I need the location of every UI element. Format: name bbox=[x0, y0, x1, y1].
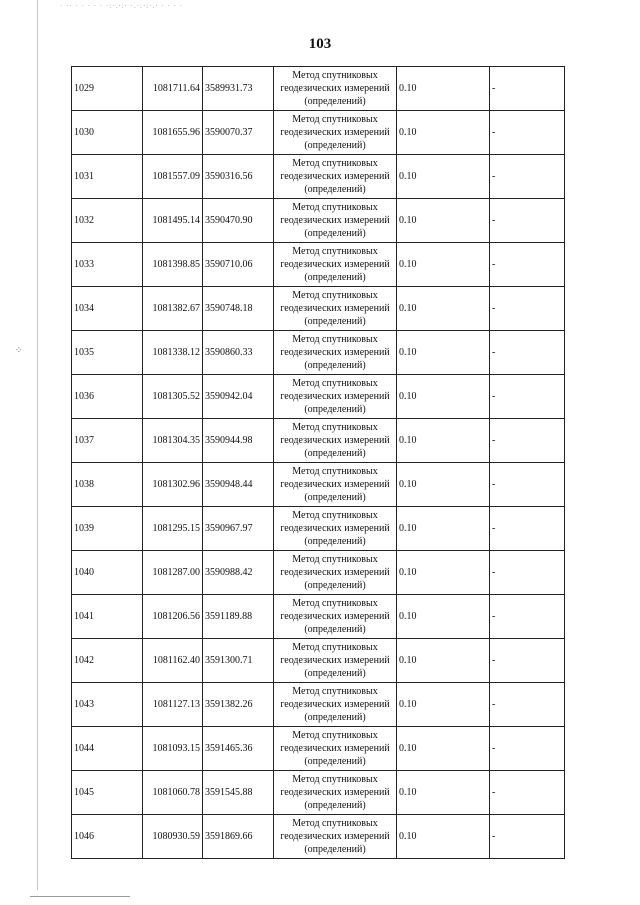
point-number-cell: 1041 bbox=[72, 595, 143, 639]
x-coordinate-cell: 1081655.96 bbox=[143, 111, 203, 155]
x-coordinate-cell: 1081302.96 bbox=[143, 463, 203, 507]
table-row bbox=[72, 111, 565, 155]
y-coordinate-cell: 3590748.18 bbox=[203, 287, 274, 331]
x-coordinate-cell: 1081557.09 bbox=[143, 155, 203, 199]
table-row bbox=[72, 595, 565, 639]
method-cell: Метод спутниковых геодезических измерений (определений) bbox=[274, 815, 397, 859]
description-cell: - bbox=[490, 287, 565, 331]
description-cell: - bbox=[490, 815, 565, 859]
accuracy-cell: 0.10 bbox=[397, 111, 490, 155]
accuracy-cell: 0.10 bbox=[397, 155, 490, 199]
description-cell: - bbox=[490, 551, 565, 595]
method-cell: Метод спутниковых геодезических измерений (определений) bbox=[274, 595, 397, 639]
point-number-cell: 1033 bbox=[72, 243, 143, 287]
method-cell: Метод спутниковых геодезических измерений (определений) bbox=[274, 111, 397, 155]
table-row bbox=[72, 155, 565, 199]
method-cell: Метод спутниковых геодезических измерений (определений) bbox=[274, 287, 397, 331]
point-number-cell: 1037 bbox=[72, 419, 143, 463]
x-coordinate-cell: 1081093.15 bbox=[143, 727, 203, 771]
method-cell: Метод спутниковых геодезических измерений (определений) bbox=[274, 243, 397, 287]
method-cell: Метод спутниковых геодезических измерений (определений) bbox=[274, 419, 397, 463]
description-cell: - bbox=[490, 67, 565, 111]
y-coordinate-cell: 3590710.06 bbox=[203, 243, 274, 287]
accuracy-cell: 0.10 bbox=[397, 507, 490, 551]
description-cell: - bbox=[490, 507, 565, 551]
point-number-cell: 1036 bbox=[72, 375, 143, 419]
point-number-cell: 1029 bbox=[72, 67, 143, 111]
point-number-cell: 1034 bbox=[72, 287, 143, 331]
table-row bbox=[72, 331, 565, 375]
description-cell: - bbox=[490, 727, 565, 771]
description-cell: - bbox=[490, 595, 565, 639]
point-number-cell: 1045 bbox=[72, 771, 143, 815]
y-coordinate-cell: 3590316.56 bbox=[203, 155, 274, 199]
description-cell: - bbox=[490, 111, 565, 155]
point-number-cell: 1046 bbox=[72, 815, 143, 859]
x-coordinate-cell: 1081338.12 bbox=[143, 331, 203, 375]
y-coordinate-cell: 3590967.97 bbox=[203, 507, 274, 551]
table-row bbox=[72, 727, 565, 771]
x-coordinate-cell: 1081060.78 bbox=[143, 771, 203, 815]
description-cell: - bbox=[490, 683, 565, 727]
x-coordinate-cell: 1081304.35 bbox=[143, 419, 203, 463]
x-coordinate-cell: 1081305.52 bbox=[143, 375, 203, 419]
method-cell: Метод спутниковых геодезических измерений (определений) bbox=[274, 639, 397, 683]
table-row bbox=[72, 419, 565, 463]
accuracy-cell: 0.10 bbox=[397, 331, 490, 375]
scan-margin-line bbox=[37, 0, 38, 890]
point-number-cell: 1039 bbox=[72, 507, 143, 551]
scan-artifact-mark: ⁘ bbox=[15, 345, 23, 355]
point-number-cell: 1040 bbox=[72, 551, 143, 595]
coordinates-table-body bbox=[72, 67, 565, 859]
description-cell: - bbox=[490, 375, 565, 419]
accuracy-cell: 0.10 bbox=[397, 771, 490, 815]
description-cell: - bbox=[490, 419, 565, 463]
x-coordinate-cell: 1081398.85 bbox=[143, 243, 203, 287]
y-coordinate-cell: 3590944.98 bbox=[203, 419, 274, 463]
table-row bbox=[72, 67, 565, 111]
table-row bbox=[72, 199, 565, 243]
method-cell: Метод спутниковых геодезических измерений (определений) bbox=[274, 683, 397, 727]
y-coordinate-cell: 3589931.73 bbox=[203, 67, 274, 111]
y-coordinate-cell: 3590470.90 bbox=[203, 199, 274, 243]
point-number-cell: 1044 bbox=[72, 727, 143, 771]
y-coordinate-cell: 3591465.36 bbox=[203, 727, 274, 771]
scan-bottom-line bbox=[30, 896, 130, 897]
y-coordinate-cell: 3591545.88 bbox=[203, 771, 274, 815]
table-row bbox=[72, 771, 565, 815]
table-row bbox=[72, 639, 565, 683]
point-number-cell: 1043 bbox=[72, 683, 143, 727]
y-coordinate-cell: 3591869.66 bbox=[203, 815, 274, 859]
accuracy-cell: 0.10 bbox=[397, 683, 490, 727]
y-coordinate-cell: 3590948.44 bbox=[203, 463, 274, 507]
description-cell: - bbox=[490, 771, 565, 815]
accuracy-cell: 0.10 bbox=[397, 375, 490, 419]
y-coordinate-cell: 3590070.37 bbox=[203, 111, 274, 155]
x-coordinate-cell: 1081127.13 bbox=[143, 683, 203, 727]
scan-artifact-top: · ·· · · · · · ·:·.·:· ·.·:·:·.· · · · · bbox=[60, 2, 183, 10]
table-row bbox=[72, 507, 565, 551]
page-number: 103 bbox=[308, 36, 332, 52]
point-number-cell: 1042 bbox=[72, 639, 143, 683]
method-cell: Метод спутниковых геодезических измерений (определений) bbox=[274, 463, 397, 507]
description-cell: - bbox=[490, 331, 565, 375]
point-number-cell: 1032 bbox=[72, 199, 143, 243]
method-cell: Метод спутниковых геодезических измерений (определений) bbox=[274, 771, 397, 815]
accuracy-cell: 0.10 bbox=[397, 243, 490, 287]
method-cell: Метод спутниковых геодезических измерений (определений) bbox=[274, 67, 397, 111]
y-coordinate-cell: 3591382.26 bbox=[203, 683, 274, 727]
description-cell: - bbox=[490, 639, 565, 683]
x-coordinate-cell: 1081206.56 bbox=[143, 595, 203, 639]
description-cell: - bbox=[490, 463, 565, 507]
table-row bbox=[72, 463, 565, 507]
y-coordinate-cell: 3590988.42 bbox=[203, 551, 274, 595]
table-row bbox=[72, 287, 565, 331]
x-coordinate-cell: 1081295.15 bbox=[143, 507, 203, 551]
description-cell: - bbox=[490, 155, 565, 199]
accuracy-cell: 0.10 bbox=[397, 727, 490, 771]
method-cell: Метод спутниковых геодезических измерений (определений) bbox=[274, 375, 397, 419]
coordinates-table bbox=[71, 66, 565, 859]
y-coordinate-cell: 3590860.33 bbox=[203, 331, 274, 375]
accuracy-cell: 0.10 bbox=[397, 815, 490, 859]
method-cell: Метод спутниковых геодезических измерений (определений) bbox=[274, 331, 397, 375]
method-cell: Метод спутниковых геодезических измерений (определений) bbox=[274, 507, 397, 551]
point-number-cell: 1038 bbox=[72, 463, 143, 507]
x-coordinate-cell: 1081711.64 bbox=[143, 67, 203, 111]
point-number-cell: 1035 bbox=[72, 331, 143, 375]
accuracy-cell: 0.10 bbox=[397, 463, 490, 507]
point-number-cell: 1031 bbox=[72, 155, 143, 199]
method-cell: Метод спутниковых геодезических измерений (определений) bbox=[274, 727, 397, 771]
table-row bbox=[72, 815, 565, 859]
accuracy-cell: 0.10 bbox=[397, 419, 490, 463]
accuracy-cell: 0.10 bbox=[397, 199, 490, 243]
x-coordinate-cell: 1081382.67 bbox=[143, 287, 203, 331]
table-row bbox=[72, 375, 565, 419]
method-cell: Метод спутниковых геодезических измерений (определений) bbox=[274, 155, 397, 199]
point-number-cell: 1030 bbox=[72, 111, 143, 155]
x-coordinate-cell: 1081162.40 bbox=[143, 639, 203, 683]
y-coordinate-cell: 3591189.88 bbox=[203, 595, 274, 639]
description-cell: - bbox=[490, 199, 565, 243]
y-coordinate-cell: 3590942.04 bbox=[203, 375, 274, 419]
x-coordinate-cell: 1081287.00 bbox=[143, 551, 203, 595]
method-cell: Метод спутниковых геодезических измерений (определений) bbox=[274, 199, 397, 243]
accuracy-cell: 0.10 bbox=[397, 287, 490, 331]
x-coordinate-cell: 1080930.59 bbox=[143, 815, 203, 859]
accuracy-cell: 0.10 bbox=[397, 639, 490, 683]
y-coordinate-cell: 3591300.71 bbox=[203, 639, 274, 683]
method-cell: Метод спутниковых геодезических измерений (определений) bbox=[274, 551, 397, 595]
table-row bbox=[72, 683, 565, 727]
table-row bbox=[72, 551, 565, 595]
description-cell: - bbox=[490, 243, 565, 287]
table-row bbox=[72, 243, 565, 287]
accuracy-cell: 0.10 bbox=[397, 67, 490, 111]
x-coordinate-cell: 1081495.14 bbox=[143, 199, 203, 243]
accuracy-cell: 0.10 bbox=[397, 595, 490, 639]
accuracy-cell: 0.10 bbox=[397, 551, 490, 595]
